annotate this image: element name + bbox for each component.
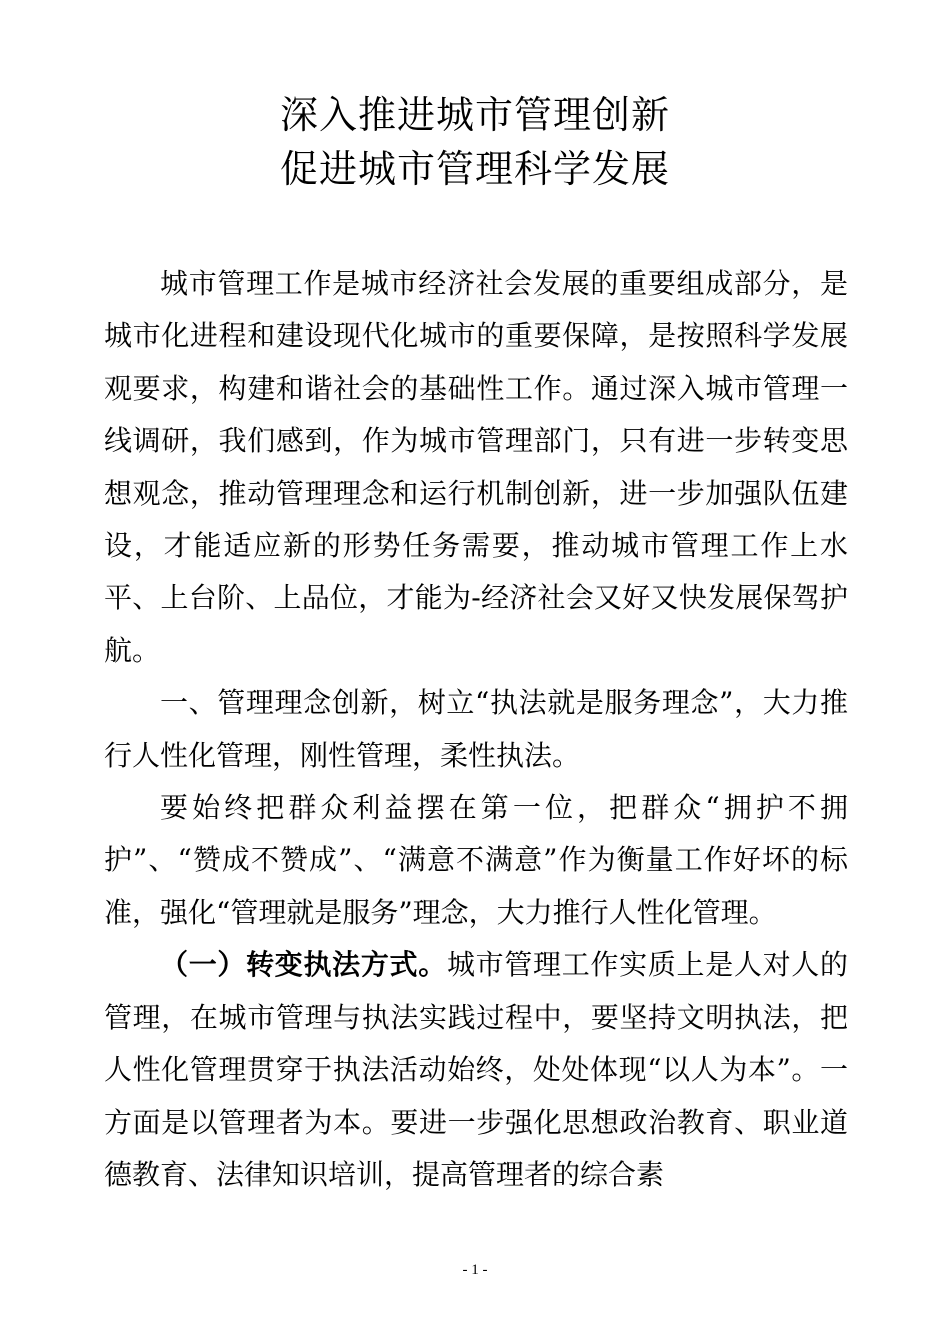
subsection-text: 城市管理工作实质上是人对人的管理，在城市管理与执法实践过程中，要坚持文明执法，把人性化管理贯穿于执法活动始终，处处体现“以人为本”。一方面是以管理者为本。要进一步强化思想政治教育、职业道德教育、法律知识培训，提高管理者的综合素 bbox=[104, 948, 848, 1191]
paragraph-intro: 城市管理工作是城市经济社会发展的重要组成部分，是城市化进程和建设现代化城市的重要保障，是按照科学发展观要求，构建和谐社会的基础性工作。通过深入城市管理一线调研，我们感到，作为城市管理部门，只有进一步转变思想观念，推动管理理念和运行机制创新，进一步加强队伍建设，才能适应新的形势任务需要，推动城市管理工作上水平、上台阶、上品位，才能为-经济社会又好又快发展保驾护航。 bbox=[104, 267, 848, 667]
page-number: - 1 - bbox=[462, 1262, 488, 1278]
document-title bbox=[0, 88, 950, 196]
document-body bbox=[104, 258, 848, 1201]
paragraph-mass-interest: 要始终把群众利益摆在第一位，把群众“拥护不拥护”、“赞成不赞成”、“满意不满意”作为衡量工作好坏的标准，强化“管理就是服务”理念，大力推行人性化管理。 bbox=[104, 791, 848, 929]
title-line-2: 促进城市管理科学发展 bbox=[279, 147, 670, 191]
subsection-heading: （一）转变执法方式。 bbox=[160, 948, 447, 982]
paragraph-section-one-heading: 一、管理理念创新，树立“执法就是服务理念”，大力推行人性化管理，刚性管理，柔性执法。 bbox=[104, 686, 848, 772]
title-line-1: 深入推进城市管理创新 bbox=[279, 93, 670, 137]
paragraph-enforcement-method bbox=[104, 939, 848, 1201]
